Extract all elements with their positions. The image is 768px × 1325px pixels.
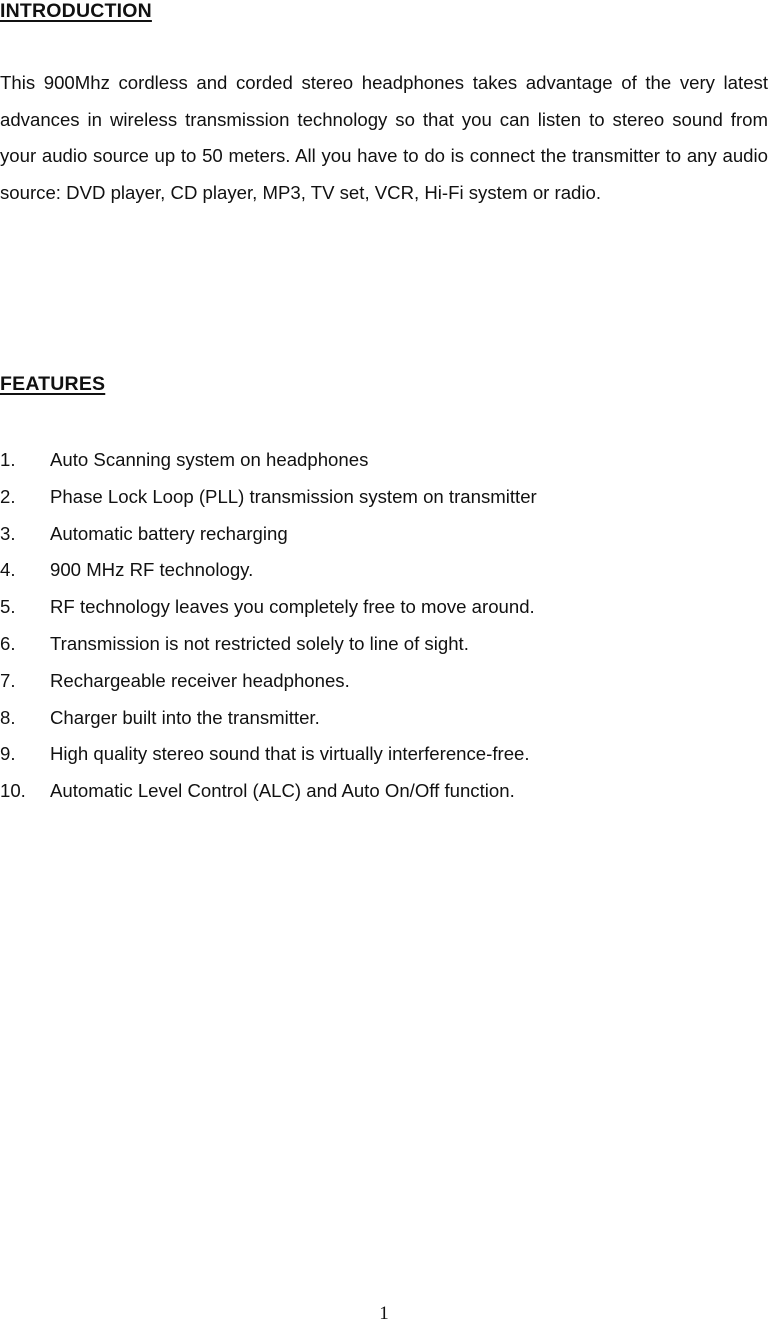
feature-item	[0, 704, 768, 741]
feature-number: 10.	[0, 780, 26, 802]
feature-text: Auto Scanning system on headphones	[50, 449, 369, 470]
feature-item	[0, 483, 768, 520]
feature-item	[0, 446, 768, 483]
feature-item	[0, 556, 768, 593]
feature-text: Transmission is not restricted solely to line of sight.	[50, 632, 469, 654]
feature-text: Automatic battery recharging	[50, 522, 288, 544]
feature-item	[0, 667, 768, 704]
feature-text: Rechargeable receiver headphones.	[50, 669, 350, 691]
feature-item	[0, 777, 768, 814]
feature-number: 5.	[0, 596, 16, 618]
features-list	[0, 446, 768, 814]
feature-number: 3.	[0, 522, 16, 544]
feature-text: RF technology leaves you completely free to move around.	[50, 596, 535, 618]
feature-item	[0, 630, 768, 667]
feature-number: 4.	[0, 559, 16, 581]
feature-number: 7.	[0, 669, 16, 691]
feature-number: 9.	[0, 743, 16, 765]
feature-text: 900 MHz RF technology.	[50, 559, 254, 581]
feature-number: 1.	[0, 449, 16, 470]
feature-item	[0, 593, 768, 630]
features-heading: FEATURES	[0, 373, 106, 395]
feature-text: Phase Lock Loop (PLL) transmission system on transmitter	[50, 485, 537, 507]
feature-text: Charger built into the transmitter.	[50, 706, 320, 728]
introduction-paragraph: This 900Mhz cordless and corded stereo headphones takes advantage of the very latest advances in wireless transmission technology so that you can listen to stereo sound from your audio source up to 50 meters. All you have to do is connect the transmitter to any audio source: DVD player, CD player, MP3, TV set, VCR, Hi-Fi system or radio.	[0, 72, 768, 203]
feature-number: 2.	[0, 485, 16, 507]
feature-number: 8.	[0, 706, 16, 728]
feature-text: Automatic Level Control (ALC) and Auto On/Off function.	[50, 780, 515, 802]
feature-number: 6.	[0, 632, 16, 654]
feature-item	[0, 520, 768, 557]
feature-item	[0, 740, 768, 777]
introduction-heading: INTRODUCTION	[0, 0, 152, 22]
page-number: 1	[379, 1303, 389, 1324]
feature-text: High quality stereo sound that is virtually interference-free.	[50, 743, 530, 765]
